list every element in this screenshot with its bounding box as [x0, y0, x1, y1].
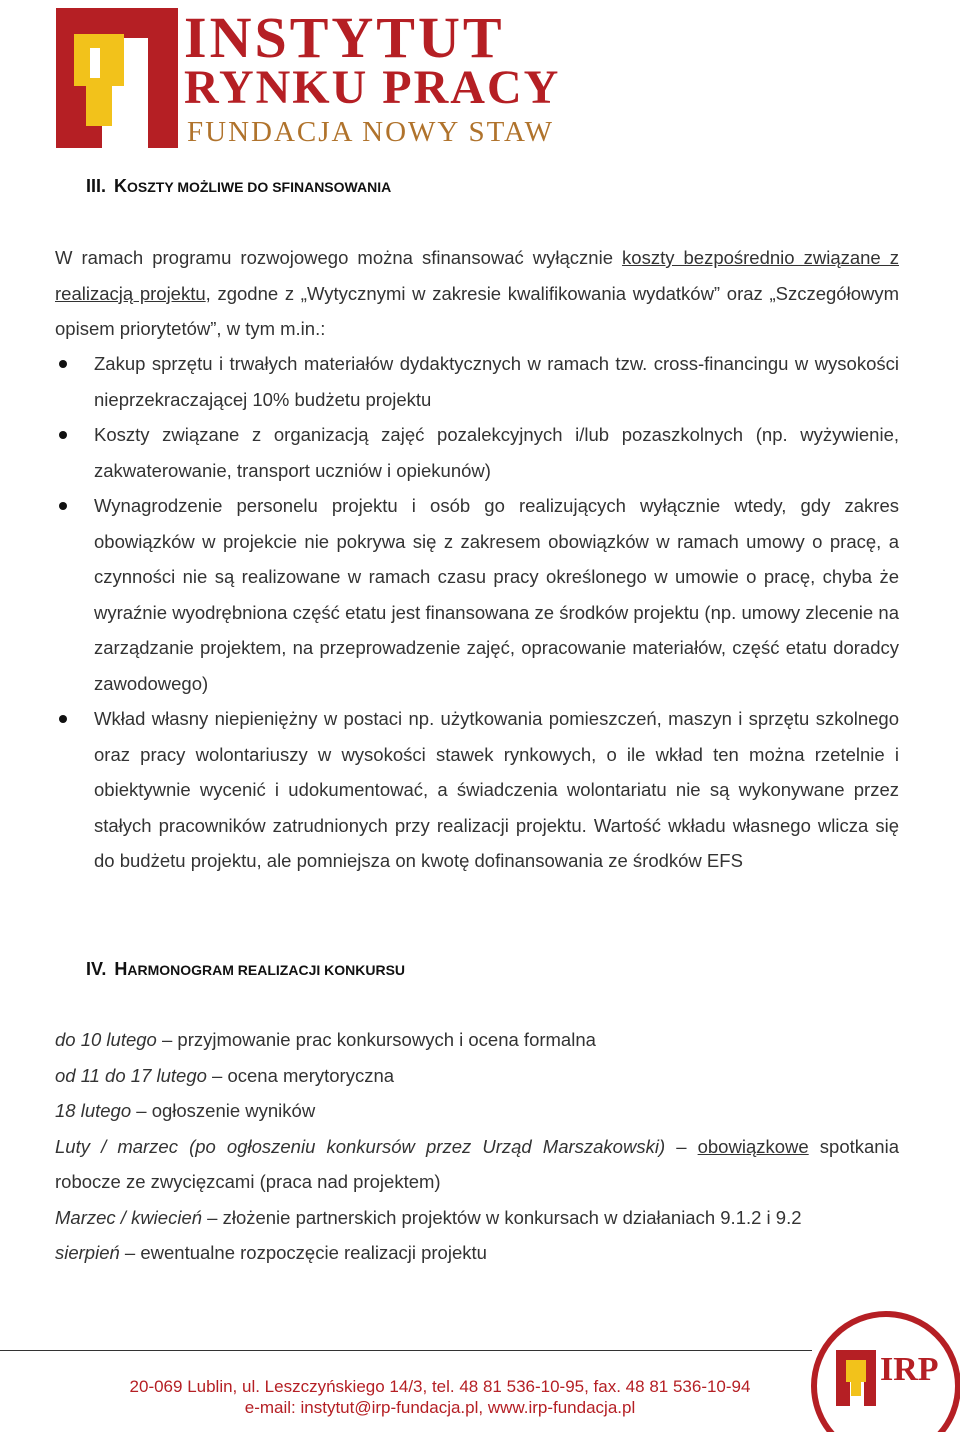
- section-number: IV.: [86, 959, 107, 979]
- schedule-list: [55, 1022, 899, 1271]
- list-item: [55, 701, 899, 879]
- schedule-text-underlined: obowiązkowe: [697, 1135, 809, 1157]
- schedule-text: –: [665, 1135, 698, 1157]
- footer-divider: [0, 1350, 812, 1351]
- schedule-row: [55, 1058, 899, 1094]
- schedule-row: [55, 1093, 899, 1129]
- schedule-row: [55, 1129, 899, 1200]
- intro-text-end: , zgodne z „Wytycznymi w zakresie kwalifikowania wydatków” oraz „Szczegółowym opisem priorytetów”, w tym m.in.:: [55, 282, 899, 339]
- schedule-text: – ocena merytoryczna: [206, 1064, 395, 1086]
- intro-paragraph: [55, 240, 899, 347]
- list-item: [55, 417, 899, 488]
- schedule-text: – ewentualne rozpoczęcie realizacji projektu: [119, 1242, 487, 1263]
- footer-address: 20-069 Lublin, ul. Leszczyńskiego 14/3, tel. 48 81 536-10-95, fax. 48 81 536-10-94: [129, 1377, 751, 1396]
- section-number: III.: [86, 176, 107, 196]
- intro-text-underlined: koszty bezpośrednio związane z realizacją projektu: [55, 247, 899, 304]
- section-heading-initial: H: [114, 959, 128, 979]
- bullet-icon: [59, 431, 67, 439]
- bullet-icon: [59, 360, 67, 368]
- logo-emblem-icon: [52, 4, 182, 152]
- schedule-date: Luty / marzec (po ogłoszeniu konkursów przez Urząd Marszakowski): [55, 1135, 666, 1157]
- schedule-date: do 10 lutego: [55, 1029, 157, 1050]
- section-heading-rest: OSZTY MOŻLIWE DO SFINANSOWANIA: [127, 179, 392, 195]
- schedule-text: – przyjmowanie prac konkursowych i ocena formalna: [156, 1029, 596, 1050]
- schedule-date: Marzec / kwiecień: [55, 1206, 203, 1228]
- institute-logo: [52, 4, 572, 152]
- list-item-text: Wkład własny niepieniężny w postaci np. użytkowania pomieszczeń, maszyn i sprzętu szkolnego oraz pracy wolontariuszy w wysokości stawek rynkowych, o ile wkład ten można rzetelnie i obiektywnie wycenić i udokumentować, a świadczenia wolontariatu nie są wykonywane przez stałych pracowników zatrudnionych przy realizacji projektu. Wartość wkładu własnego wlicza się do budżetu projektu, ale pomniejsza on kwotę dofinansowania ze środków EFS: [94, 708, 899, 871]
- section-heading-schedule: [86, 959, 405, 980]
- badge-label: IRP: [880, 1351, 939, 1388]
- logo-title-line2: RYNKU PRACY: [184, 61, 561, 114]
- list-item-text: Zakup sprzętu i trwałych materiałów dydaktycznych w ramach tzw. cross-financingu w wysokości nieprzekraczającej 10% budżetu projektu: [94, 353, 899, 410]
- logo-title-line1: INSTYTUT: [184, 5, 505, 70]
- schedule-row: [55, 1022, 899, 1058]
- schedule-row: [55, 1200, 899, 1236]
- schedule-text: – ogłoszenie wyników: [131, 1100, 316, 1121]
- schedule-row: [55, 1235, 899, 1271]
- irp-badge-icon: [806, 1310, 960, 1432]
- bullet-icon: [59, 715, 67, 723]
- section-heading-rest: ARMONOGRAM REALIZACJI KONKURSU: [127, 962, 406, 978]
- schedule-date: sierpień: [55, 1242, 120, 1263]
- schedule-date: od 11 do 17 lutego: [55, 1064, 207, 1086]
- logo-subtitle: FUNDACJA NOWY STAW: [187, 116, 555, 148]
- footer-contact: e-mail: instytut@irp-fundacja.pl, www.irp-fundacja.pl: [244, 1398, 636, 1417]
- schedule-date: 18 lutego: [55, 1100, 132, 1121]
- schedule-text-tail: spotkania robocze ze zwycięzcami (praca nad projektem): [55, 1135, 899, 1192]
- section-heading-initial: K: [114, 176, 128, 196]
- list-item-text: Wynagrodzenie personelu projektu i osób go realizujących wyłącznie wtedy, gdy zakres obowiązków w projekcie nie pokrywa się z zakresem obowiązków w ramach umowy o pracę, a czynności nie są realizowane w ramach czasu pracy określonego w umowie o pracę, chyba że wyraźnie wyodrębniona część etatu jest finansowana ze środków projektu (np. umowy zlecenie na zarządzanie projektem, na przeprowadzenie zajęć, opracowanie materiałów, część etatu doradcy zawodowego): [94, 495, 899, 694]
- list-item: [55, 346, 899, 417]
- schedule-text: – złożenie partnerskich projektów w konkursach w działaniach 9.1.2 i 9.2: [202, 1206, 802, 1228]
- eligible-costs-list: [55, 346, 899, 879]
- list-item: [55, 488, 899, 701]
- section-heading-costs: [86, 176, 391, 197]
- list-item-text: Koszty związane z organizacją zajęć pozalekcyjnych i/lub pozaszkolnych (np. wyżywienie, zakwaterowanie, transport uczniów i opiekunów): [94, 424, 899, 481]
- bullet-icon: [59, 502, 67, 510]
- intro-text-start: W ramach programu rozwojowego można sfinansować wyłącznie: [55, 247, 623, 268]
